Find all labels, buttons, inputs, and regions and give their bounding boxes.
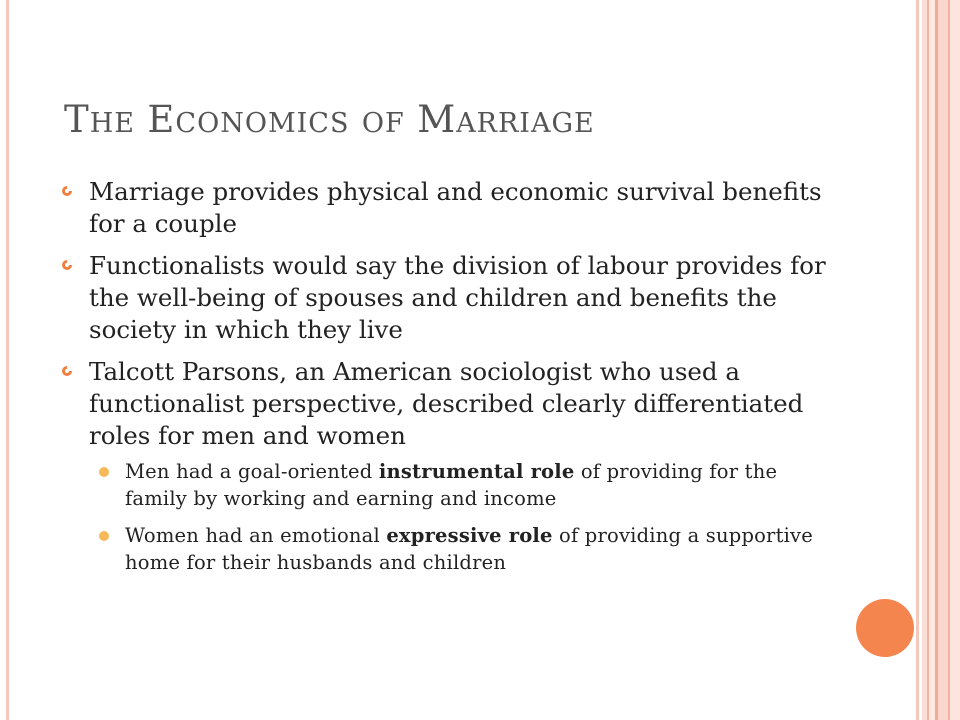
decorative-stripe xyxy=(938,0,948,720)
title-letter: E xyxy=(147,98,176,141)
bullet-text: Talcott Parsons, an American sociologist who used a functionalist perspective, described clearly differentiated roles for men and women xyxy=(89,357,804,450)
sub-bullet-item xyxy=(89,458,842,512)
accent-circle xyxy=(856,599,914,657)
sub-bullet-bold-term: expressive role xyxy=(386,524,553,547)
bullet-dot-icon xyxy=(99,531,109,541)
decorative-stripe xyxy=(950,0,960,720)
sub-bullet-text: Men had a goal-oriented xyxy=(125,460,379,483)
title-smallcaps: CONOMICS xyxy=(175,108,350,139)
sub-bullet-bold-term: instrumental role xyxy=(378,460,575,483)
bullet-text: Functionalists would say the division of labour provides for the well-being of spouses and children and benefits the society in which they live xyxy=(89,251,826,344)
title-letter: M xyxy=(417,98,457,141)
bullet-text: Marriage provides physical and economic survival benefits for a couple xyxy=(89,177,822,238)
sub-bullet-text: of providing a supportive home for their husbands and children xyxy=(125,524,814,574)
title-letter: T xyxy=(64,98,90,141)
sub-bullet-text: Women had an emotional xyxy=(125,524,387,547)
bullet-item xyxy=(62,356,842,576)
title-smallcaps: HE xyxy=(89,108,135,139)
sub-bullet-list xyxy=(89,458,842,576)
title-smallcaps: ARRIAGE xyxy=(456,108,595,139)
bullet-item xyxy=(62,176,842,240)
bullet-ring-icon xyxy=(62,260,72,270)
bullet-dot-icon xyxy=(99,467,109,477)
slide-title xyxy=(64,98,595,141)
bullet-ring-icon xyxy=(62,186,72,196)
title-smallcaps: OF xyxy=(361,108,405,139)
sub-bullet-item xyxy=(89,522,842,576)
sub-bullet-text: of providing for the family by working and earning and income xyxy=(125,460,778,510)
bullet-ring-icon xyxy=(62,366,72,376)
bullet-item xyxy=(62,250,842,346)
bullet-list xyxy=(62,176,842,586)
